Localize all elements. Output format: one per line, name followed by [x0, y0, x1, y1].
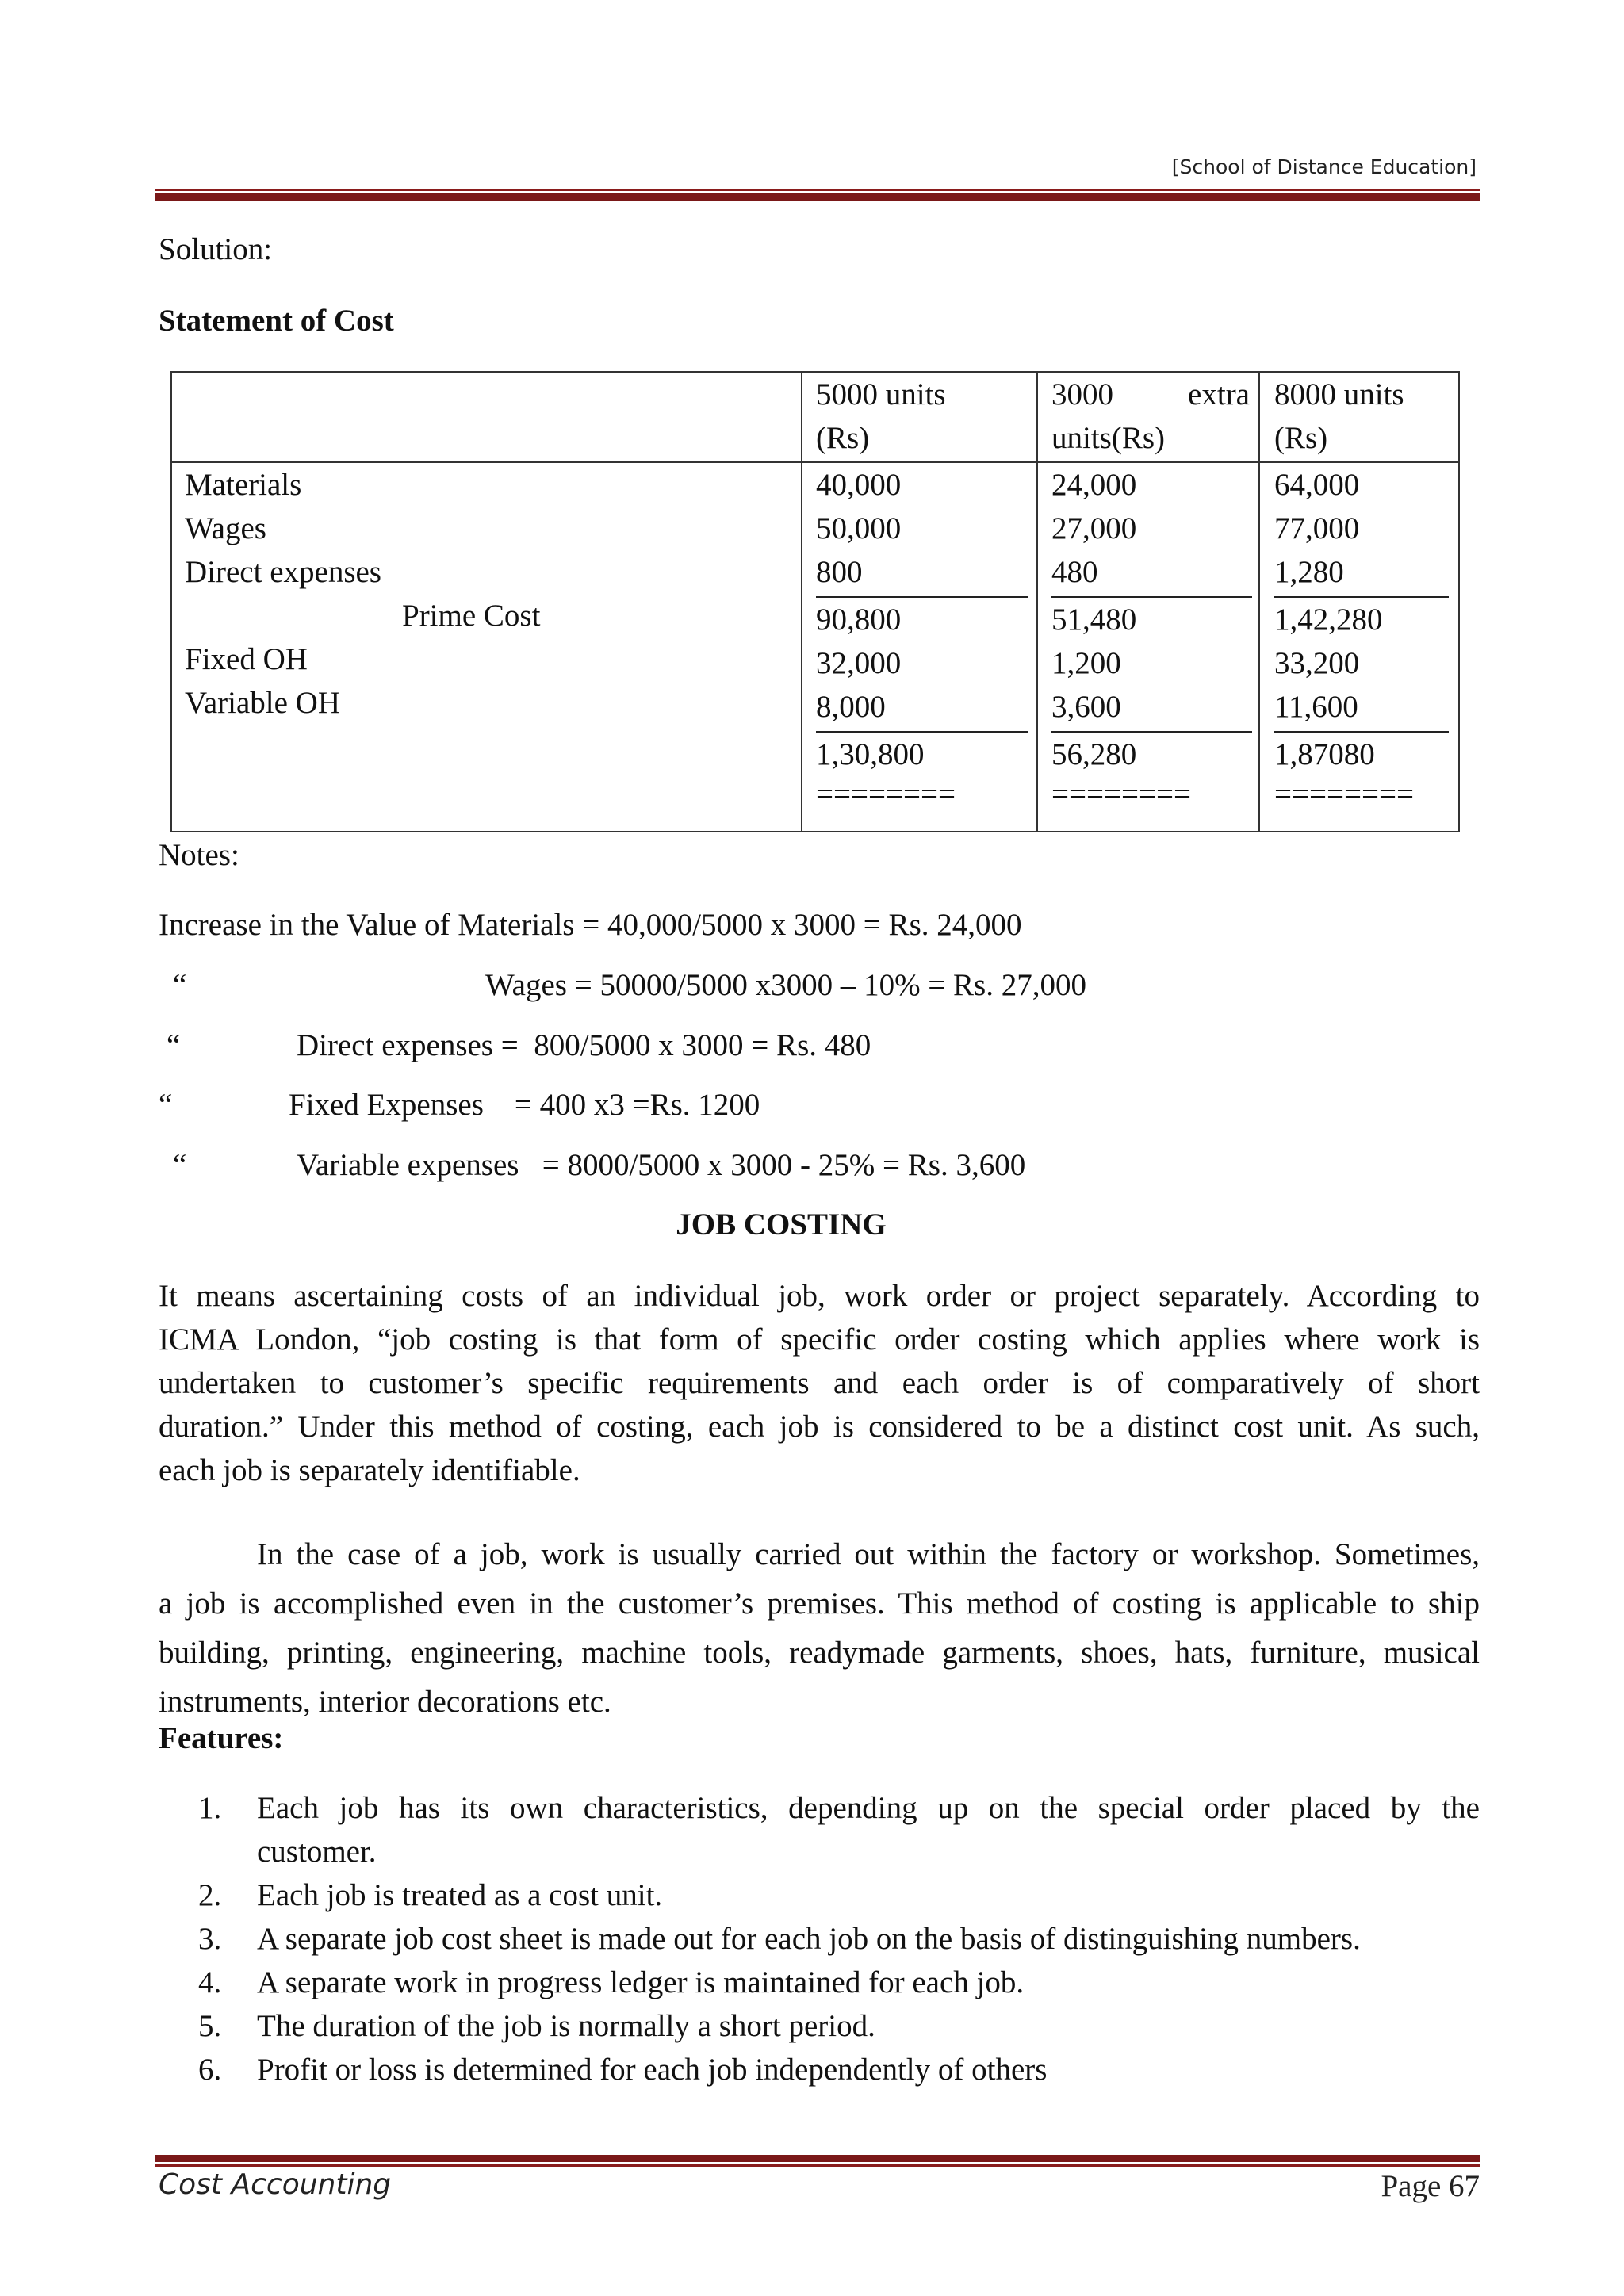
features-label: Features:	[159, 1721, 284, 1755]
footer-rule-thick	[155, 2155, 1480, 2162]
note-line-materials: Increase in the Value of Materials = 40,000/5000 x 3000 = Rs. 24,000	[159, 908, 1022, 942]
paragraph-line: undertaken to customer’s specific requirements and each order is of comparatively of short	[159, 1366, 1480, 1400]
list-item	[198, 1961, 1024, 2004]
header-8000-line2: (Rs)	[1274, 421, 1328, 455]
cost-table	[170, 371, 1460, 832]
list-line: customer.	[257, 1835, 377, 1869]
list-number: 5.	[198, 2009, 222, 2043]
list-number: 1.	[198, 1791, 222, 1825]
note-line-direct-expenses: Direct expenses = 800/5000 x 3000 = Rs. 480	[297, 1028, 871, 1062]
paragraph-line: each job is separately identifiable.	[159, 1453, 580, 1487]
footer-course-title: Cost Accounting	[159, 2168, 392, 2201]
value-total-5000: 1,30,800	[816, 737, 925, 771]
paragraph-line: building, printing, engineering, machine tools, readymade garments, shoes, hats, furniture, musical	[159, 1636, 1480, 1670]
paragraph-line: a job is accomplished even in the customer’s premises. This method of costing is applicable to ship	[159, 1586, 1480, 1621]
list-item-text: A separate job cost sheet is made out for each job on the basis of distinguishing numbers.	[257, 1922, 1361, 1956]
value-total-8000: 1,87080	[1274, 737, 1375, 771]
paragraph-line: ICMA London, “job costing is that form of specific order costing which applies where work is	[159, 1322, 1480, 1357]
list-number: 2.	[198, 1878, 222, 1912]
note-line-variable-expenses: Variable expenses = 8000/5000 x 3000 - 25% = Rs. 3,600	[297, 1148, 1026, 1182]
table-divider	[1036, 373, 1038, 831]
value-wages-5000: 50,000	[816, 511, 902, 545]
header-3000-line1a: 3000	[1051, 377, 1113, 411]
header-3000-line1b: extra	[1188, 377, 1250, 411]
value-materials-3000: 24,000	[1051, 468, 1137, 502]
value-wages-8000: 77,000	[1274, 511, 1360, 545]
list-item-text: Each job is treated as a cost unit.	[257, 1878, 663, 1912]
statement-title: Statement of Cost	[159, 304, 394, 338]
total-underline	[816, 731, 1028, 733]
header-rule-thin	[155, 189, 1480, 191]
total-underline	[1274, 731, 1449, 733]
paragraph-line: instruments, interior decorations etc.	[159, 1685, 611, 1719]
table-header-divider	[172, 461, 1458, 463]
list-line: Each job has its own characteristics, depending up on the special order placed by the	[257, 1791, 1480, 1825]
list-item	[198, 1786, 257, 1830]
list-item-text: Profit or loss is determined for each job independently of others	[257, 2053, 1048, 2087]
double-rule-3000: ========	[1051, 777, 1191, 811]
job-costing-paragraph-1	[159, 1274, 1480, 1492]
double-rule-8000: ========	[1274, 777, 1414, 811]
row-label-fixed-oh: Fixed OH	[185, 642, 308, 676]
list-item	[198, 2048, 1047, 2091]
double-rule-5000: ========	[816, 777, 956, 811]
header-institution: [School of Distance Education]	[1171, 155, 1477, 178]
paragraph-line: In the case of a job, work is usually carried out within the factory or workshop. Sometimes,	[257, 1537, 1480, 1571]
value-direct-3000: 480	[1051, 555, 1098, 589]
subtotal-underline	[1051, 596, 1252, 598]
value-variable-5000: 8,000	[816, 690, 886, 724]
value-prime-3000: 51,480	[1051, 603, 1137, 637]
list-item	[198, 1873, 662, 1917]
list-item-text: A separate work in progress ledger is maintained for each job.	[257, 1965, 1025, 1999]
value-fixed-8000: 33,200	[1274, 646, 1360, 680]
list-number: 6.	[198, 2053, 222, 2087]
list-number: 3.	[198, 1922, 222, 1956]
header-rule-thick	[155, 193, 1480, 201]
ditto-mark: “	[159, 1088, 173, 1122]
value-prime-8000: 1,42,280	[1274, 603, 1383, 637]
job-costing-paragraph-2	[159, 1530, 1480, 1727]
total-underline	[1051, 731, 1252, 733]
ditto-mark: “	[173, 968, 187, 1002]
footer-rule-thin	[155, 2164, 1480, 2167]
paragraph-line: It means ascertaining costs of an individual job, work order or project separately. According to	[159, 1279, 1480, 1313]
value-direct-5000: 800	[816, 555, 863, 589]
value-variable-8000: 11,600	[1274, 690, 1358, 724]
header-3000-line2: units(Rs)	[1051, 421, 1166, 455]
paragraph-line: duration.” Under this method of costing, each job is considered to be a distinct cost unit. As such,	[159, 1410, 1480, 1444]
table-divider	[1258, 373, 1260, 831]
note-line-wages: Wages = 50000/5000 x3000 – 10% = Rs. 27,000	[485, 968, 1086, 1002]
value-fixed-3000: 1,200	[1051, 646, 1121, 680]
subtotal-underline	[816, 596, 1028, 598]
row-label-wages: Wages	[185, 511, 266, 545]
row-label-prime-cost: Prime Cost	[402, 599, 541, 633]
subtotal-underline	[1274, 596, 1449, 598]
value-materials-5000: 40,000	[816, 468, 902, 502]
note-line-fixed-expenses: Fixed Expenses = 400 x3 =Rs. 1200	[289, 1088, 760, 1122]
value-variable-3000: 3,600	[1051, 690, 1121, 724]
list-item-text: The duration of the job is normally a short period.	[257, 2009, 875, 2043]
value-direct-8000: 1,280	[1274, 555, 1344, 589]
solution-label: Solution:	[159, 232, 273, 266]
footer-page-number: Page 67	[1381, 2169, 1480, 2203]
value-prime-5000: 90,800	[816, 603, 902, 637]
value-wages-3000: 27,000	[1051, 511, 1137, 545]
header-8000-line1: 8000 units	[1274, 377, 1404, 411]
list-item-text	[257, 1786, 1480, 1873]
table-divider	[801, 373, 802, 831]
row-label-variable-oh: Variable OH	[185, 686, 341, 720]
header-5000-line2: (Rs)	[816, 421, 870, 455]
list-item	[198, 2004, 875, 2048]
ditto-mark: “	[173, 1148, 187, 1182]
value-fixed-5000: 32,000	[816, 646, 902, 680]
value-total-3000: 56,280	[1051, 737, 1137, 771]
ditto-mark: “	[167, 1028, 181, 1062]
section-title-job-costing: JOB COSTING	[676, 1207, 887, 1242]
row-label-direct-expenses: Direct expenses	[185, 555, 381, 589]
list-item	[198, 1917, 1361, 1961]
value-materials-8000: 64,000	[1274, 468, 1360, 502]
row-label-materials: Materials	[185, 468, 302, 502]
header-5000-line1: 5000 units	[816, 377, 946, 411]
list-number: 4.	[198, 1965, 222, 1999]
notes-label: Notes:	[159, 838, 239, 872]
